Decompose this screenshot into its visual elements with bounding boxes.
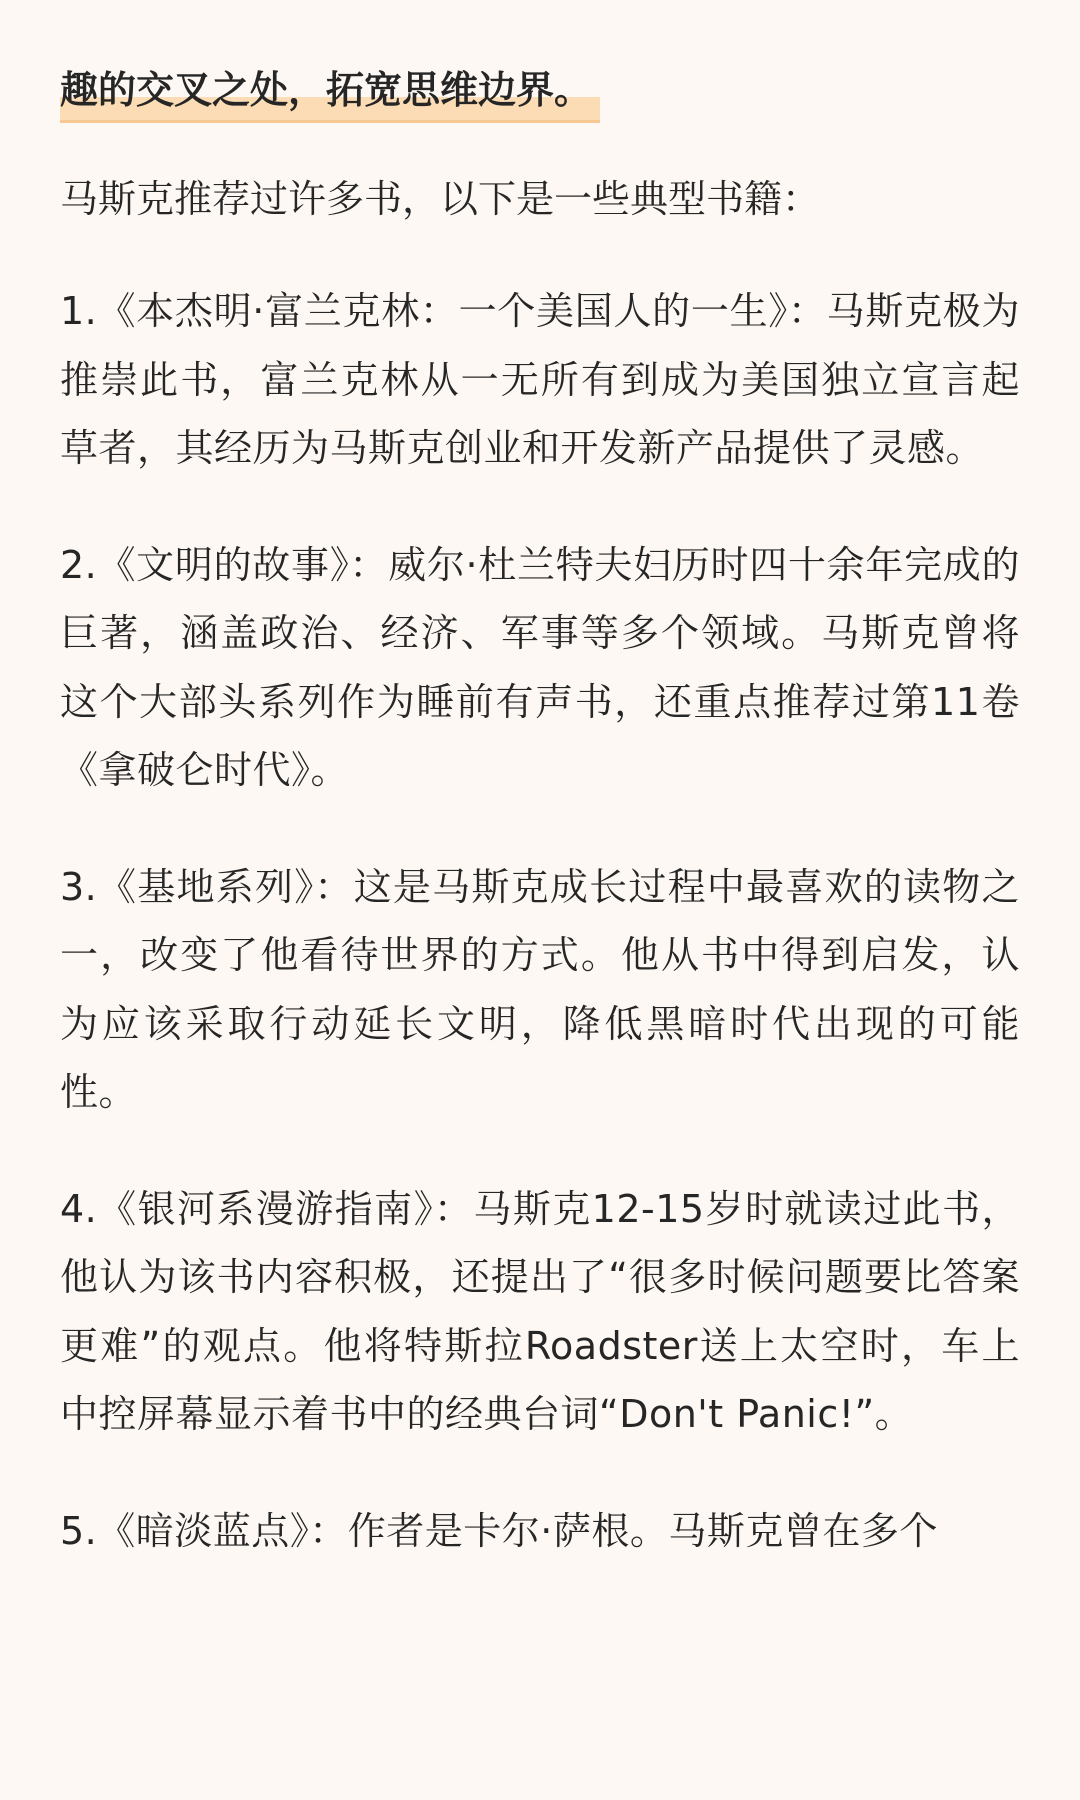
book-item-2: 2.《文明的故事》：威尔·杜兰特夫妇历时四十余年完成的巨著，涵盖政治、经济、军事等多个领域。马斯克曾将这个大部头系列作为睡前有声书，还重点推荐过第11卷《拿破仑时代》。 <box>60 542 1020 792</box>
intro-paragraph: 马斯克推荐过许多书，以下是一些典型书籍： <box>60 177 821 221</box>
book-item-1: 1.《本杰明·富兰克林：一个美国人的一生》：马斯克极为推崇此书，富兰克林从一无所有到成为美国独立宣言起草者，其经历为马斯克创业和开发新产品提供了灵感。 <box>60 289 1020 470</box>
book-item-4: 4.《银河系漫游指南》：马斯克12-15岁时就读过此书，他认为该书内容积极，还提出了“很多时候问题要比答案更难”的观点。他将特斯拉Roadster送上太空时，车上中控屏幕显示着书中的经典台词“Don't Panic!”。 <box>60 1186 1020 1436</box>
book-item-5: 5.《暗淡蓝点》：作者是卡尔·萨根。马斯克曾在多个 <box>60 1508 938 1553</box>
highlighted-text: 趣的交叉之处，拓宽思维边界。 <box>60 60 600 123</box>
book-item-3: 3.《基地系列》：这是马斯克成长过程中最喜欢的读物之一，改变了他看待世界的方式。他从书中得到启发，认为应该采取行动延长文明，降低黑暗时代出现的可能性。 <box>60 864 1020 1114</box>
